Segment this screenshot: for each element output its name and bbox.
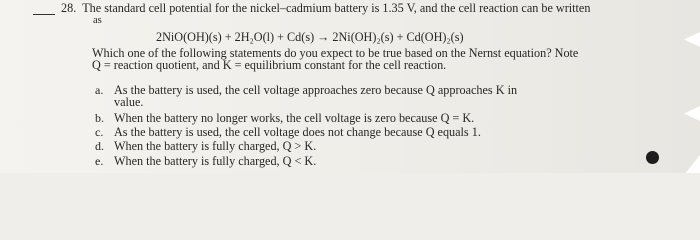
question-number: 28. xyxy=(61,1,77,15)
option-c-label: c. xyxy=(95,125,104,139)
option-b-text: When the battery no longer works, the cell voltage is zero because Q = K. xyxy=(114,111,475,125)
page-edge-notch xyxy=(684,155,700,173)
option-a-text-continued: value. xyxy=(114,95,144,109)
question-prompt-line-2: Q = reaction quotient, and K = equilibrium constant for the cell reaction. xyxy=(92,58,447,72)
answer-blank xyxy=(33,14,55,15)
option-e-label: e. xyxy=(95,154,104,168)
question-prompt-line-1: Which one of the following statements do you expect to be true based on the Nernst equation? Note xyxy=(92,46,579,60)
option-d-label: d. xyxy=(95,139,104,153)
page-edge-notch xyxy=(684,106,700,121)
option-b-label: b. xyxy=(95,111,104,125)
page-edge-notch xyxy=(684,32,700,47)
option-a-text: As the battery is used, the cell voltage approaches zero because Q approaches K in xyxy=(114,83,518,97)
question-stem xyxy=(61,2,590,14)
option-e-text: When the battery is fully charged, Q < K. xyxy=(114,154,317,168)
reaction-equation: 2NiO(OH)(s) + 2H₂O(l) + Cd(s) → 2Ni(OH)₂(s) + Cd(OH)₂(s) xyxy=(156,30,464,44)
question-stem-continued: as xyxy=(93,15,102,26)
question-stem-text: The standard cell potential for the nickel–cadmium battery is 1.35 V, and the cell reaction can be written xyxy=(82,1,591,15)
option-c-text: As the battery is used, the cell voltage does not change because Q equals 1. xyxy=(114,125,481,139)
option-a-label: a. xyxy=(95,83,104,97)
ink-dot xyxy=(646,151,659,164)
option-d-text: When the battery is fully charged, Q > K. xyxy=(114,139,317,153)
